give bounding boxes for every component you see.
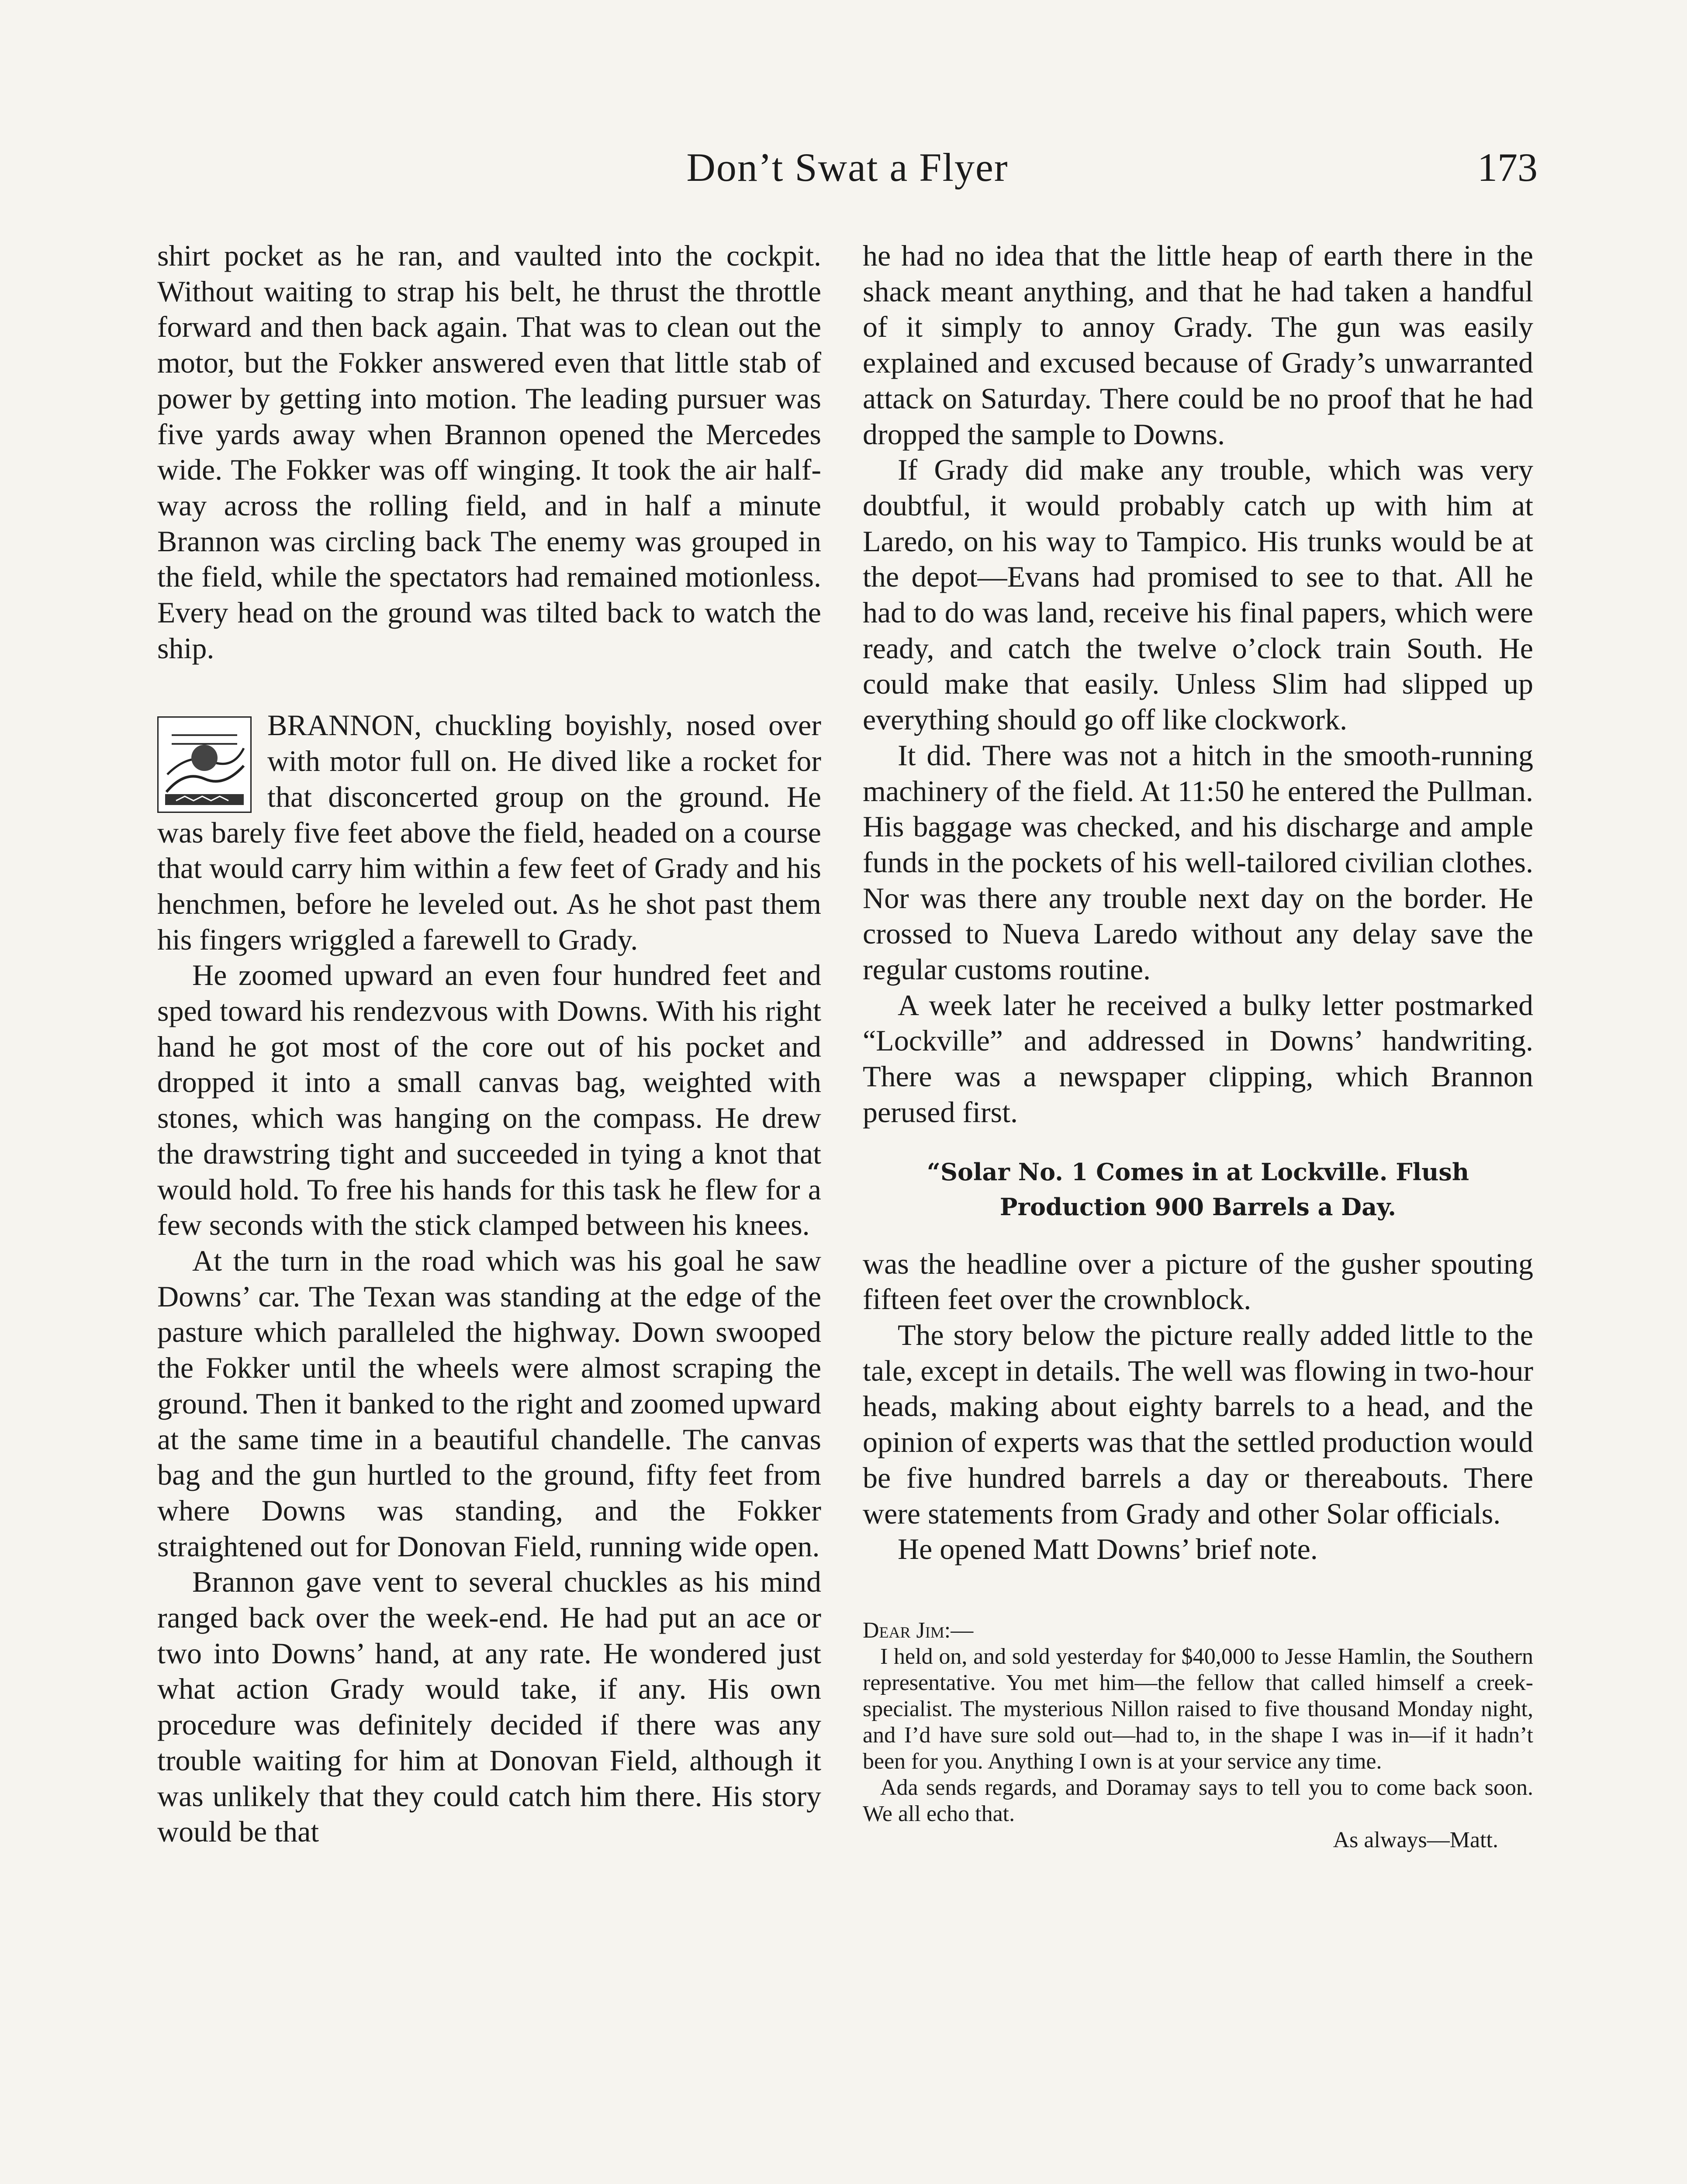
headline-line: Production 900 Barrels a Day.	[999, 1192, 1397, 1221]
letter-salutation: Dear Jim:—	[863, 1617, 974, 1643]
paragraph: It did. There was not a hitch in the smooth-running machinery of the field. At 11:50 he entered the Pullman. His baggage was checked, and his discharge and ample funds in the pockets of his well-tailored civilian clothes. Nor was there any trouble next day on the border. He crossed to Nueva Laredo without any delay save the regular customs routine.	[863, 738, 1533, 986]
paragraph-with-drop-cap	[157, 708, 821, 957]
paragraph: A week later he received a bulky letter postmarked “Lockville” and addressed in Downs’ handwriting. There was a newspaper clipping, which Brannon perused first.	[863, 988, 1533, 1129]
letter-paragraph: I held on, and sold yesterday for $40,000 to Jesse Hamlin, the Southern representative. You met him—the fellow that called himself a creek-specialist. The mysterious Nillon raised to five thousand Monday night, and I’d have sure sold out—had to, in the shape I was in—if it hadn’t been for you. Anything I own is at your service any time.	[863, 1644, 1533, 1774]
paragraph: he had no idea that the little heap of earth there in the shack meant anything, and that he had taken a handful of it simply to annoy Grady. The gun was easily explained and excused because of Grady’s unwarranted attack on Saturday. There could be no proof that he had dropped the sample to Downs.	[863, 239, 1533, 451]
paragraph: Brannon gave vent to several chuckles as his mind ranged back over the week-end. He had put an ace or two into Downs’ hand, at any rate. He wondered just what action Grady would take, if any. His own procedure was definitely decided if there was any trouble waiting for him at Donovan Field, although it was unlikely that they could catch him there. His story would be that	[157, 1565, 821, 1849]
newspaper-headline	[863, 1154, 1533, 1224]
paragraph: The story below the picture really added little to the tale, except in details. The well was flowing in two-hour heads, making about eighty barrels to a head, and the opinion of experts was that the settled production would be five hundred barrels a day or thereabouts. There were statements from Grady and other Solar officials.	[863, 1318, 1533, 1530]
letter-signoff: As always—Matt.	[1333, 1827, 1498, 1852]
page-number: 173	[1477, 145, 1538, 190]
paragraph: was the headline over a picture of the gusher spouting fifteen feet over the crownblock.	[863, 1247, 1533, 1316]
ornamental-initial-icon	[157, 716, 252, 813]
paragraph: shirt pocket as he ran, and vaulted into the cockpit. Without waiting to strap his belt, he thrust the throttle forward and then back again. That was to clean out the motor, but the Fokker answered even that little stab of power by getting into motion. The leading pursuer was five yards away when Brannon opened the Mercedes wide. The Fokker was off winging. It took the air half-way across the rolling field, and in half a minute Brannon was circling back The enemy was grouped in the field, while the spectators had remained motionless. Every head on the ground was tilted back to watch the ship.	[157, 239, 821, 665]
page-header	[157, 144, 1538, 205]
paragraph: If Grady did make any trouble, which was very doubtful, it would probably catch up with him at Laredo, on his way to Tampico. His trunks would be at the depot—Evans had promised to see to that. All he had to do was land, receive his final papers, which were ready, and catch the twelve o’clock train South. He could make that easily. Unless Slim had slipped up everything should go off like clockwork.	[863, 453, 1533, 736]
left-column	[157, 238, 821, 1850]
paragraph-text: BRANNON, chuckling boyishly, nosed over with motor full on. He dived like a rocket for that disconcerted group on the ground. He was barely five feet above the field, headed on a course that would carry him within a few feet of Grady and his henchmen, before he leveled out. As he shot past them his fingers wriggled a farewell to Grady.	[157, 708, 821, 956]
running-title: Don’t Swat a Flyer	[686, 145, 1009, 190]
paragraph: He opened Matt Downs’ brief note.	[898, 1532, 1318, 1566]
letter-paragraph: Ada sends regards, and Doramay says to tell you to come back soon. We all echo that.	[863, 1775, 1533, 1826]
paragraph: At the turn in the road which was his goal he saw Downs’ car. The Texan was standing at the edge of the pasture which paralleled the highway. Down swooped the Fokker until the wheels were almost scraping the ground. Then it banked to the right and zoomed upward at the same time in a beautiful chandelle. The canvas bag and the gun hurtled to the ground, fifty feet from where Downs was standing, and the Fokker straightened out for Donovan Field, running wide open.	[157, 1244, 821, 1563]
headline-line: “Solar No. 1 Comes in at Lockville. Flush	[926, 1158, 1469, 1186]
paragraph: He zoomed upward an even four hundred feet and sped toward his rendezvous with Downs. With his right hand he got most of the core out of his pocket and dropped it into a small canvas bag, weighted with stones, which was hanging on the compass. He drew the drawstring tight and succeeded in tying a knot that would hold. To free his hands for this task he flew for a few seconds with the stick clamped between his knees.	[157, 958, 821, 1242]
letter-excerpt	[863, 1617, 1533, 1853]
right-column	[863, 238, 1533, 1853]
